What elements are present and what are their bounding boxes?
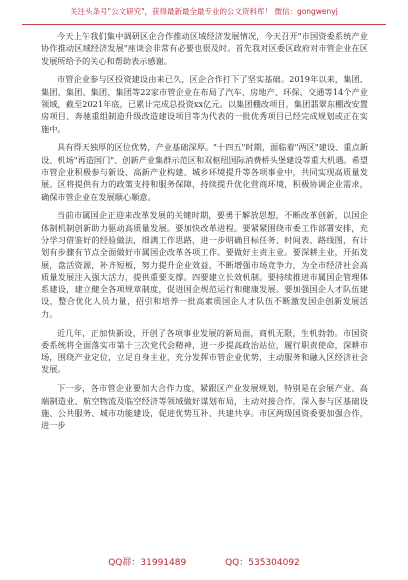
paragraph-next-steps: 下一步，各市管企业要加大合作力度，紧跟区产业发展规划，特别是在会展产业、高端制造业、航空物流及临空经济等领域做好谋划布局，主动对接合作，深入参与区基础设施、公共服务、城市功能建设，促进优势互补、共建共享。市区两级国资委要加强合作，进一步 (41, 383, 368, 431)
paragraph-reform: 当前市属国企正迎来改革发展的关键时期，要勇于解放思想，不断改革创新，以国企体制机制创新助力驱动高质量发展。要加快改革进程。要紧紧围绕市委工作部署安排，充分学习借鉴好的经验做法，细满工作思路，进一步明确目标任务、时间表、路线图，有计划有步骤有节点全面做好市属国企改革各项工作。要做好主责主业。要深耕主业，开拓发展，盘活资源，补齐短板，努力提升企业效益，不断增强市场竞争力，为全市经济社会高质量发展注入强大活力，提供重要支撑。四要建立长效机制。要持续推进市属国企管理体系建设，建立健全各项规章制度，促进国企规范运行和健康发展。要加强国企人才队伍建设，整合优化人员力量，招引和培养一批高素质国企人才队伍不断激发国企创新发展活力。 (41, 210, 368, 319)
paragraph-location-advantage: 具有得天独厚的区位优势，产业基础深厚。"十四五"时期，面临着"两区"建设、重点新设、机场"再造国门"、创新产业集群示范区和双枢纽国际消费桥头堡建设等重大机遇。希望市管企业积极参与新设、高新产业构建、城乡环境提升等各项事业中，共同实现高质量发展。区将提供有力的政策支持和服务保障，持续提升优化营商环境，积极协调企业需求，确保市管企业在发展顺心顺意。 (41, 142, 368, 202)
paragraph-opening: 今天上午我们集中调研区企合作推动区域经济发展情况，今天召开"市国资委系统产业协作推动区域经济发展"座谈会非常有必要也很及时。首先我对区委区政府对市管企业在区发展所给予的关心和帮助表示感谢。 (41, 31, 368, 66)
page-footer (0, 555, 408, 568)
document-body (41, 30, 368, 431)
header-divider (22, 24, 386, 25)
footer-qq-contact: QQ：535304092 (225, 558, 300, 568)
paragraph-recent-years: 近几年，正加快新设，开创了各项事业发展的新局面，商机无限，生机勃勃。市国资委系统将全面落实市第十三次党代会精神，进一步提高政治站位，履行职责使命，深耕市场，围绕产业定位，立足自身主业，充分发挥市管企业优势，主动服务和融入区经济社会发展。 (41, 327, 368, 375)
page-header: 关注头条号"公文研究"，获得最新最全最专业的公文资料库！ 微信：gongwenyj (70, 7, 338, 16)
footer-qq-group: QQ群：31991489 (108, 558, 187, 568)
paragraph-investment: 市管企业参与区投资建设由来已久，区企合作打下了坚实基础。2019年以来，集团、集团、集团、集团、集团等22家市管企业在布局了汽车、房地产、环保、交通等14个产业领域，截至2021年底，已累计完成总投资xx亿元。以集团棚改项目，集团翡翠东棚改安置房项目、奔驰重组制造升级改造建设项目等为代表的一批优秀项目已经完成规划或正在实施中。 (41, 74, 368, 134)
